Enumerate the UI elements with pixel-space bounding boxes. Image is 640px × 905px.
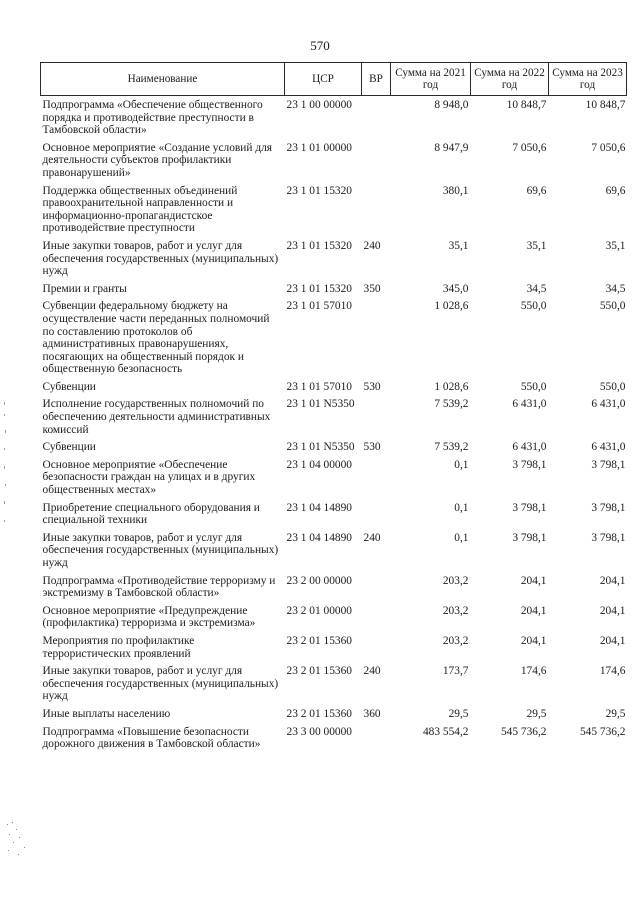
- cell-name: Приобретение специального оборудования и специальной техники: [42, 501, 260, 527]
- cell-sum-2022: 204,1: [520, 634, 547, 647]
- table-row: [41, 283, 627, 301]
- cell-csr: 23 1 04 14890: [286, 531, 352, 544]
- cell-sum-2021: 203,2: [442, 634, 469, 647]
- cell-sum-2022: 3 798,1: [512, 458, 547, 471]
- table-row: [41, 398, 627, 441]
- cell-name: Подпрограмма «Обеспечение общественного порядка и противодействие преступности в Тамбовской области»: [42, 99, 263, 137]
- cell-csr: 23 1 04 14890: [286, 501, 352, 514]
- cell-name: Подпрограмма «Повышение безопасности дорожного движения в Тамбовской области»: [42, 725, 261, 751]
- cell-vr: 350: [363, 282, 381, 295]
- cell-sum-2021: 483 554,2: [422, 725, 469, 738]
- cell-sum-2022: 29,5: [526, 707, 547, 720]
- header-vr: ВР: [362, 63, 391, 96]
- table-row: [41, 381, 627, 399]
- cell-vr: [362, 575, 391, 605]
- table-row: [41, 240, 627, 283]
- cell-csr: 23 1 01 N5350: [286, 441, 355, 454]
- cell-csr: 23 2 00 00000: [286, 574, 352, 587]
- cell-sum-2023: 550,0: [599, 300, 626, 313]
- cell-sum-2023: 6 431,0: [591, 398, 626, 411]
- cell-vr: [362, 502, 391, 532]
- cell-csr: 23 3 00 00000: [286, 725, 352, 738]
- cell-sum-2023: 35,1: [605, 239, 626, 252]
- cell-csr: 23 2 01 00000: [286, 604, 352, 617]
- cell-csr: 23 1 01 00000: [286, 141, 352, 154]
- table-row: [41, 532, 627, 575]
- table-row: [41, 726, 627, 756]
- cell-vr: [362, 300, 391, 381]
- cell-name: Иные закупки товаров, работ и услуг для обеспечения государственных (муниципальных) нужд: [42, 531, 279, 569]
- table-row: [41, 441, 627, 459]
- cell-vr: 240: [363, 665, 381, 678]
- cell-sum-2023: 204,1: [599, 604, 626, 617]
- cell-name: Субвенции федеральному бюджету на осуществление части переданных полномочий по составлению протоколов об административных правонарушениях, посягающих на общественный порядок и общественную безопасность: [42, 300, 270, 376]
- cell-name: Иные выплаты населению: [42, 707, 171, 720]
- cell-sum-2021: 0,1: [454, 458, 469, 471]
- cell-name: Исполнение государственных полномочий по обеспечению деятельности административных комиссий: [42, 398, 271, 436]
- cell-csr: 23 1 01 15320: [286, 239, 352, 252]
- cell-sum-2021: 173,7: [442, 665, 469, 678]
- cell-vr: [362, 635, 391, 665]
- cell-sum-2021: 380,1: [442, 184, 469, 197]
- table-body: [41, 96, 627, 756]
- cell-sum-2021: 203,2: [442, 604, 469, 617]
- cell-name: Основное мероприятие «Предупреждение (профилактика) терроризма и экстремизма»: [42, 604, 256, 630]
- cell-sum-2021: 7 539,2: [434, 398, 469, 411]
- cell-sum-2023: 550,0: [599, 380, 626, 393]
- cell-sum-2022: 550,0: [520, 300, 547, 313]
- cell-vr: [362, 459, 391, 502]
- header-csr: ЦСР: [285, 63, 362, 96]
- cell-sum-2022: 550,0: [520, 380, 547, 393]
- cell-sum-2023: 3 798,1: [591, 501, 626, 514]
- cell-name: Субвенции: [42, 380, 96, 393]
- cell-sum-2021: 8 948,0: [434, 99, 469, 111]
- header-sum-2021: Сумма на 2021 год: [391, 63, 471, 96]
- cell-sum-2022: 3 798,1: [512, 501, 547, 514]
- cell-sum-2023: 29,5: [605, 707, 626, 720]
- cell-sum-2021: 345,0: [442, 282, 469, 295]
- cell-sum-2023: 545 736,2: [579, 725, 626, 738]
- cell-csr: 23 2 01 15360: [286, 634, 352, 647]
- table-row: [41, 605, 627, 635]
- table-row: [41, 185, 627, 240]
- cell-sum-2021: 7 539,2: [434, 441, 469, 454]
- cell-sum-2023: 204,1: [599, 634, 626, 647]
- cell-csr: 23 1 00 00000: [286, 99, 352, 111]
- cell-sum-2022: 10 848,7: [506, 99, 547, 111]
- cell-sum-2023: 3 798,1: [591, 531, 626, 544]
- cell-name: Мероприятия по профилактике террористических проявлений: [42, 634, 195, 660]
- cell-sum-2023: 34,5: [605, 282, 626, 295]
- cell-sum-2023: 3 798,1: [591, 458, 626, 471]
- cell-sum-2022: 204,1: [520, 574, 547, 587]
- cell-csr: 23 1 01 57010: [286, 380, 352, 393]
- table-row: [41, 575, 627, 605]
- cell-name: Основное мероприятие «Обеспечение безопасности граждан на улицах и в других общественных местах»: [42, 458, 256, 497]
- cell-name: Поддержка общественных объединений правоохранительной направленности и информационно-пропагандистское противодействие преступности: [42, 184, 238, 235]
- cell-csr: 23 2 01 15360: [286, 707, 352, 720]
- table-row: [41, 459, 627, 502]
- cell-vr: 240: [363, 531, 381, 544]
- budget-table: [40, 62, 627, 756]
- table-row: [41, 708, 627, 726]
- cell-vr: [362, 96, 391, 142]
- cell-sum-2022: 35,1: [526, 239, 547, 252]
- cell-vr: [362, 605, 391, 635]
- cell-sum-2022: 34,5: [526, 282, 547, 295]
- table-row: [41, 665, 627, 708]
- cell-csr: 23 1 01 N5350: [286, 398, 355, 411]
- cell-sum-2022: 7 050,6: [512, 141, 547, 154]
- table-row: [41, 300, 627, 381]
- cell-sum-2021: 1 028,6: [434, 300, 469, 313]
- cell-sum-2021: 35,1: [448, 239, 469, 252]
- cell-sum-2023: 69,6: [605, 184, 626, 197]
- header-name: Наименование: [41, 63, 285, 96]
- cell-vr: 360: [363, 707, 381, 720]
- cell-sum-2021: 29,5: [448, 707, 469, 720]
- cell-vr: [362, 726, 391, 756]
- cell-name: Премии и гранты: [42, 282, 127, 295]
- cell-csr: 23 1 01 15320: [286, 282, 352, 295]
- cell-csr: 23 1 01 15320: [286, 184, 352, 197]
- cell-sum-2022: 545 736,2: [500, 725, 547, 738]
- cell-sum-2022: 204,1: [520, 604, 547, 617]
- header-sum-2023: Сумма на 2023 год: [549, 63, 627, 96]
- cell-sum-2023: 174,6: [599, 665, 626, 678]
- table-row: [41, 142, 627, 185]
- header-sum-2022: Сумма на 2022 год: [471, 63, 549, 96]
- cell-sum-2023: 7 050,6: [591, 141, 626, 154]
- cell-sum-2023: 6 431,0: [591, 441, 626, 454]
- cell-sum-2021: 0,1: [454, 531, 469, 544]
- page-number: 570: [310, 38, 330, 53]
- cell-vr: [362, 185, 391, 240]
- cell-sum-2022: 6 431,0: [512, 441, 547, 454]
- cell-csr: 23 2 01 15360: [286, 665, 352, 678]
- cell-name: Иные закупки товаров, работ и услуг для обеспечения государственных (муниципальных) нужд: [42, 665, 279, 703]
- cell-sum-2021: 203,2: [442, 574, 469, 587]
- cell-csr: 23 1 01 57010: [286, 300, 352, 313]
- table-header: [41, 63, 627, 96]
- cell-sum-2021: 8 947,9: [434, 141, 469, 154]
- cell-sum-2021: 1 028,6: [434, 380, 469, 393]
- cell-name: Основное мероприятие «Создание условий для деятельности субъектов профилактики правонарушений»: [42, 141, 273, 179]
- cell-sum-2022: 6 431,0: [512, 398, 547, 411]
- cell-sum-2022: 3 798,1: [512, 531, 547, 544]
- scan-specks: [4, 820, 34, 860]
- cell-name: Подпрограмма «Противодействие терроризму и экстремизму в Тамбовской области»: [42, 574, 276, 600]
- scan-edge-marks: [2, 400, 8, 540]
- cell-sum-2021: 0,1: [454, 501, 469, 514]
- cell-sum-2022: 174,6: [520, 665, 547, 678]
- cell-vr: 530: [363, 441, 381, 454]
- cell-vr: [362, 398, 391, 441]
- cell-sum-2022: 69,6: [526, 184, 547, 197]
- table-row: [41, 502, 627, 532]
- cell-vr: 530: [363, 380, 381, 393]
- cell-vr: [362, 142, 391, 185]
- cell-csr: 23 1 04 00000: [286, 458, 352, 471]
- table-row: [41, 96, 627, 142]
- cell-name: Субвенции: [42, 441, 96, 454]
- cell-sum-2023: 204,1: [599, 574, 626, 587]
- cell-sum-2023: 10 848,7: [585, 99, 626, 111]
- table-row: [41, 635, 627, 665]
- cell-name: Иные закупки товаров, работ и услуг для обеспечения государственных (муниципальных) нужд: [42, 239, 279, 278]
- cell-vr: 240: [363, 239, 381, 252]
